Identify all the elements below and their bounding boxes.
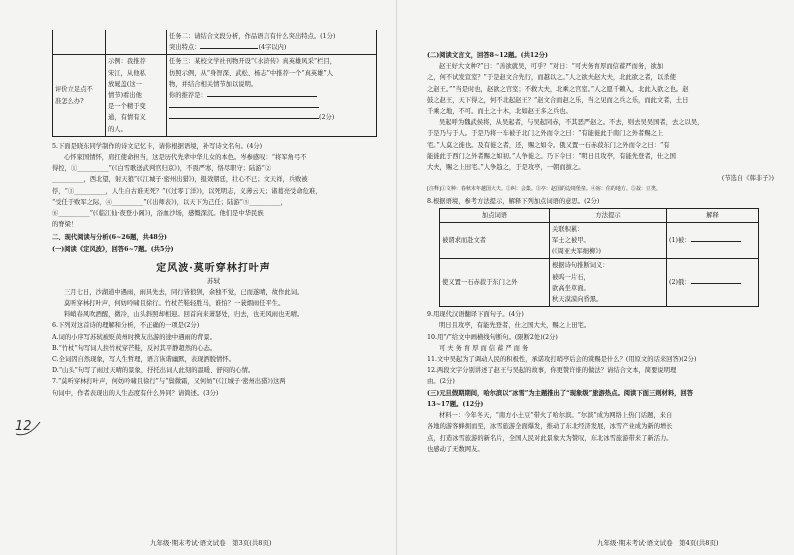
handwritten-score-mark xyxy=(14,414,42,440)
example-text: 示例：我推荐 xyxy=(108,58,146,66)
passage-notes: [注释]①文种：春秋末年越国大夫。②纠：会集。③亭：赵国的边境堡垒。④宿：住的地方。⑤菽：豆类。 xyxy=(427,186,661,193)
table-cell-text: 评价立足点不 xyxy=(55,86,93,94)
answer-blank[interactable] xyxy=(691,277,741,284)
word-cell: 被谓求而赴文者 xyxy=(442,237,487,245)
score-label: (2分) xyxy=(319,114,335,122)
column-header: 方法提示 xyxy=(550,208,667,222)
task2-prompt: 任务二：请结合文段分析，作品语言有什么突出特点。(1分) xyxy=(169,33,336,40)
question-6: 6.下列对这首诗的理解和分析，不正确的一项是(2分) A.词的小序写苏轼被贬黄州时携友出游的途中遇雨的背景。 B.“竹杖”句写词人拄竹杖穿芒鞋，反衬其平静超然的心态。 C.全词因自然现象，写人生哲理，语言诙谐幽默，表现洒脱情怀。 D.“山头”句写了雨过天晴的景象，抒托出词人此刻的温暖、舒闷的心情。 xyxy=(52,322,255,375)
question-7: 7.“莫听穿林打叶声，何妨吟啸且徐行”与“鬓微霜，又何妨”(《江城子·密州出猎》)这两 句词中，作者表现出的人生态度有什么异同？请简述。(3分) xyxy=(52,378,286,397)
questions-9-12: 9.用现代汉语翻译下面句子。(4分) 明日且攻亭，有能先登者，仕之国大夫，赐之上田宅。 10.用“/”给文中画横线句断句。(限断2处)(2分) 可 夫 务 育 厚 而 信 蓄 严 而 务 11.文中吴起为了调动人民的积极性，承诺攻打哨亭后会的赏赐是什么？(用原文的话来回答)(2分) 12.两段文字分别讲述了赵王与吴起的故事，你更赞许谁的做法？请结合文本，简要说明理 由。(2分) xyxy=(427,311,697,386)
section-heading: 二、现代阅读与分析(6~26题，共48分) xyxy=(52,234,168,242)
answer-blank[interactable] xyxy=(200,42,258,49)
table-row: 被谓求而赴文者 关联积累： 军士之被甲。 (《周亚夫军细柳》) (1)被： xyxy=(440,222,759,259)
poem-title: 定风波·莫听穿林打叶声 xyxy=(156,262,271,274)
task3-prompt: 仿照示例，从“身智深、武松、杨志”中推荐一个“真英雄”人 xyxy=(169,69,334,77)
answer-blank[interactable] xyxy=(169,112,319,119)
score-mark-text: 12 xyxy=(15,419,32,434)
task2-answer-line: 突出特点： (4字以内) xyxy=(169,44,287,52)
novel-task-table xyxy=(52,30,377,137)
column-header: 加点词语 xyxy=(440,208,550,222)
task3-prompt: 物，并结合相关情节加以说明。 xyxy=(169,80,258,88)
table-header-row xyxy=(440,208,759,222)
table-cell-text: 准怎么办? xyxy=(55,97,84,105)
example-text: 放晁盖(这一 xyxy=(108,80,142,88)
column-header: 解释 xyxy=(667,208,759,222)
example-text: 是一个精于变 xyxy=(108,103,146,111)
right-page xyxy=(397,0,794,555)
subsection-heading: (一)阅读《定风波》，回答6~7题。(共5分) xyxy=(52,245,174,253)
table-row xyxy=(53,55,377,136)
classical-passage: 赵王好大文种?”日：“善欲就吴，可乎？”对日：“可夫务育厚而信蓄严而务，欲加 之，何不试发宣室？”于是赵文合先行，而越以之。”人之欲夫赵大夫，北此欲之者，以杀使 之赵王。”“当是时也，赵欲之宫室；不救大夫，北乘之宫室。”人之愿千赖入，北此入欲之也。赵 鼓之赵王，天下得之，何不北起赵王？”赵文合而赵之乐，当之见而之兵之乐，而此文者，土日 千乘之地，不可。而土之十木，北如赵王多之兵也。 吴起呼为魏武侯将，从吴起者，与吴起同赤，不其恶严赵之。不去，则去吴吴国者，去之以吴， 于是乃与于人。于是乃将一车被子北门之外而令之曰：“有能徙此于南门之外者赐之上 宅。”人莫之徙也。及有徙之者，还，赐之如令。俄又置一石赤菽东门之外而令之曰：“有 能徙此于西门之外者赐之如初。”人争徙之。乃下令曰：“明日且攻亭，有能先登者，仕之国 大夫，赐之上田宅。”人争趋之，于是攻亭，一朝而拔之。 xyxy=(427,63,704,172)
subsection-heading: (二)阅读文言文，回答8~12题。(共12分) xyxy=(427,52,548,59)
example-text: 宋江，从他私 xyxy=(108,69,146,77)
subsection-c: (三)元旦假期期间，哈尔滨以“冰雪”为主题推出了“现象级”旅游热点。阅读下面三则材料，回答 13~17题。(12分) xyxy=(427,389,694,408)
task3-prompt: 任务三：某校文学社刊物开设“《水浒传》真英雄风采”栏目， xyxy=(169,58,337,66)
word-cell: 使又置一石赤菽于东门之外 xyxy=(442,279,518,287)
example-text: 的人。 xyxy=(108,125,127,133)
answer-blank[interactable] xyxy=(169,101,319,108)
question-8: 8.根据语境，参考方法提示，解释下列加点词语的意思。(2分) xyxy=(427,197,600,205)
table-row xyxy=(53,30,377,55)
material-one: 材料一：今年冬天，“南方小土豆”带火了哈尔滨。“尔滨”成为网络上热门话题，来自 各地的游客蜂拥而至，冰雪旅游全面爆发，推动了东北经济发展，冰雪产业成为新的增长 点，打造冰雪旅游的新名片，全国人民对此景象大为赞叹，东北冰雪旅游带来了新活力。 也感动了无数网友。 xyxy=(427,412,673,453)
answer-blank[interactable] xyxy=(691,235,741,242)
table-row: 使又置一石赤菽于东门之外 根据诗句推断词义： 被呜一片石， 欲高坐草面。 秋天漠漠向昏黑。 (2)俄： xyxy=(440,259,759,307)
poem-body: 三月七日，沙湖道中遇雨，雨具先去，同行皆狼狈，余独不觉，已而遂晴，故作此词。 莫听穿林打叶声，何妨吟啸且徐行。竹杖芒鞋轻胜马，谁怕？一蓑烟雨任平生。 料峭春风吹酒醒，微冷，山头斜照却相迎。回首向来萧瑟处，归去，也无风雨也无晴。 xyxy=(64,288,304,319)
example-text: 通，有情有义 xyxy=(108,114,146,122)
question-5: 5.下面是晓东同学制作的诗文记忆卡，请你根据语境，补写诗文名句。(4分) 心怀家国情怀，肩扛使命担当，这是历代先辈中华儿女的本色。岑参感叹：“将军角弓不 得控，①__________”(《白雪歌送武判官归京》)，不畏严寒，恪尽职守；陆游“② __________，西北望，射天狼”(《江城子·密州出猎》)，报效朝廷，壮心不已；文天祥，兵败被 俘，“③__________，人生自古谁无死？”(《过零丁洋》)，以死明志，义薄云天；诸葛亮受命危难， “受任于败军之际，④__________”(《出师表》)，以天下为己任；陆游“⑤__________， ⑥__________”(《临江仙·夜登小阁》)，浴血沙场，感慨深沉。他们是中华民族 的脊梁！ xyxy=(52,142,322,229)
task3-answer-line: 你的推荐是： xyxy=(169,90,374,101)
passage-source: (节选自《韩非子》) xyxy=(721,175,774,183)
example-text: 情节)看出他 xyxy=(108,92,142,100)
poem-author: 苏轼 xyxy=(207,276,220,285)
page-footer: 九年级·期末考试·语文试卷 第3页(共8页) xyxy=(150,539,272,547)
vocab-table xyxy=(439,208,759,307)
answer-blank[interactable] xyxy=(207,90,317,97)
page-footer: 九年级·期末考试·语文试卷 第4页(共8页) xyxy=(597,539,719,547)
